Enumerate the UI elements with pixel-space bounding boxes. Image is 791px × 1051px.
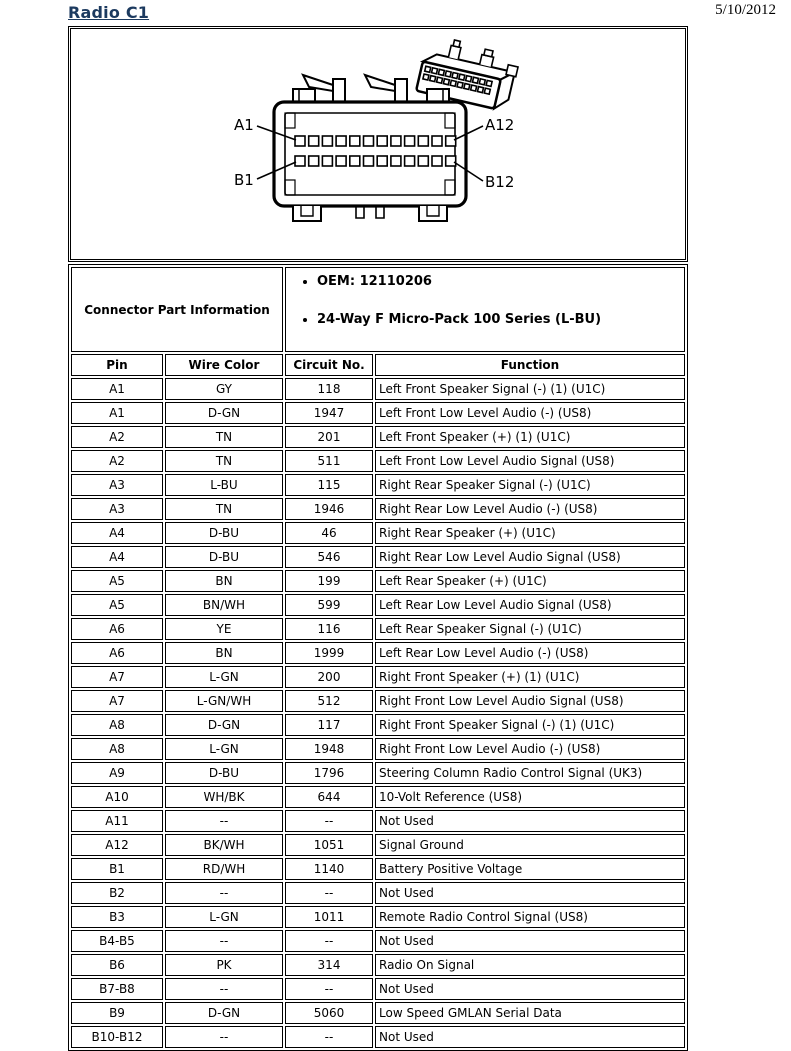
- pin-cell: A4: [71, 546, 163, 568]
- function-cell: Left Front Low Level Audio Signal (US8): [375, 450, 685, 472]
- pin-cell: A8: [71, 738, 163, 760]
- circuit-cell: 1946: [285, 498, 373, 520]
- pin-cell: A5: [71, 570, 163, 592]
- pin-cell: A8: [71, 714, 163, 736]
- function-cell: Not Used: [375, 810, 685, 832]
- wire-color-cell: TN: [165, 450, 283, 472]
- pin-cell: B7-B8: [71, 978, 163, 1000]
- circuit-cell: 644: [285, 786, 373, 808]
- pin-label-a1: A1: [234, 116, 254, 134]
- pin-cell: A12: [71, 834, 163, 856]
- circuit-cell: 599: [285, 594, 373, 616]
- circuit-cell: --: [285, 978, 373, 1000]
- page-title: Radio C1: [68, 3, 150, 22]
- latch-tabs-front: [303, 75, 407, 102]
- part-info-series: • 24-Way F Micro-Pack 100 Series (L-BU): [317, 312, 681, 328]
- function-cell: Right Front Low Level Audio Signal (US8): [375, 690, 685, 712]
- page-header: [68, 0, 776, 26]
- table-row: [71, 714, 685, 736]
- pin-cell: A1: [71, 402, 163, 424]
- connector-drawing: [71, 29, 685, 259]
- pin-cell: A9: [71, 762, 163, 784]
- function-cell: Right Rear Low Level Audio (-) (US8): [375, 498, 685, 520]
- circuit-cell: 512: [285, 690, 373, 712]
- circuit-cell: 115: [285, 474, 373, 496]
- circuit-cell: --: [285, 810, 373, 832]
- table-row: [71, 666, 685, 688]
- pin-cell: B9: [71, 1002, 163, 1024]
- circuit-cell: 116: [285, 618, 373, 640]
- wire-color-cell: --: [165, 1026, 283, 1048]
- circuit-cell: 201: [285, 426, 373, 448]
- table-row: [71, 1002, 685, 1024]
- table-row: [71, 378, 685, 400]
- page-date: 5/10/2012: [715, 2, 776, 18]
- table-row: [71, 426, 685, 448]
- pin-cell: B4-B5: [71, 930, 163, 952]
- function-cell: Signal Ground: [375, 834, 685, 856]
- function-cell: Right Rear Low Level Audio Signal (US8): [375, 546, 685, 568]
- wire-color-cell: BN/WH: [165, 594, 283, 616]
- pin-cell: A7: [71, 666, 163, 688]
- circuit-cell: 118: [285, 378, 373, 400]
- document-page: [68, 0, 776, 1051]
- pin-label-a12: A12: [485, 116, 515, 134]
- col-header-function: Function: [375, 354, 685, 376]
- pin-cell: A3: [71, 498, 163, 520]
- table-row: [71, 810, 685, 832]
- function-cell: Not Used: [375, 1026, 685, 1048]
- wire-color-cell: D-GN: [165, 1002, 283, 1024]
- wire-color-cell: RD/WH: [165, 858, 283, 880]
- table-row: [71, 474, 685, 496]
- wire-color-cell: --: [165, 978, 283, 1000]
- function-cell: Right Front Speaker Signal (-) (1) (U1C): [375, 714, 685, 736]
- part-info-row: [71, 267, 685, 352]
- circuit-cell: 117: [285, 714, 373, 736]
- table-row: [71, 858, 685, 880]
- pin-cell: A7: [71, 690, 163, 712]
- pin-cell: A5: [71, 594, 163, 616]
- function-cell: Left Rear Low Level Audio Signal (US8): [375, 594, 685, 616]
- pin-cell: A11: [71, 810, 163, 832]
- circuit-cell: 200: [285, 666, 373, 688]
- wire-color-cell: TN: [165, 498, 283, 520]
- wire-color-cell: WH/BK: [165, 786, 283, 808]
- wire-color-cell: YE: [165, 618, 283, 640]
- table-row: [71, 570, 685, 592]
- col-header-circuit: Circuit No.: [285, 354, 373, 376]
- wire-color-cell: L-BU: [165, 474, 283, 496]
- table-row: [71, 882, 685, 904]
- pin-cell: B1: [71, 858, 163, 880]
- wire-color-cell: D-BU: [165, 762, 283, 784]
- header-row: [71, 354, 685, 376]
- pin-cell: A6: [71, 618, 163, 640]
- table-row: [71, 690, 685, 712]
- pin-cell: A4: [71, 522, 163, 544]
- wire-color-cell: L-GN/WH: [165, 690, 283, 712]
- part-info-oem: • OEM: 12110206: [317, 274, 681, 290]
- pin-cell: B10-B12: [71, 1026, 163, 1048]
- table-row: [71, 834, 685, 856]
- circuit-cell: --: [285, 1026, 373, 1048]
- wire-color-cell: PK: [165, 954, 283, 976]
- wire-color-cell: BN: [165, 570, 283, 592]
- pinout-table: [68, 264, 688, 1051]
- table-row: [71, 786, 685, 808]
- function-cell: Not Used: [375, 882, 685, 904]
- table-row: [71, 954, 685, 976]
- table-row: [71, 978, 685, 1000]
- circuit-cell: 5060: [285, 1002, 373, 1024]
- function-cell: Remote Radio Control Signal (US8): [375, 906, 685, 928]
- circuit-cell: 511: [285, 450, 373, 472]
- wire-color-cell: GY: [165, 378, 283, 400]
- circuit-cell: 1796: [285, 762, 373, 784]
- circuit-cell: 46: [285, 522, 373, 544]
- wire-color-cell: --: [165, 882, 283, 904]
- wire-color-cell: L-GN: [165, 666, 283, 688]
- circuit-cell: 546: [285, 546, 373, 568]
- function-cell: Right Rear Speaker (+) (U1C): [375, 522, 685, 544]
- table-row: [71, 906, 685, 928]
- pin-cell: A2: [71, 426, 163, 448]
- wire-color-cell: D-GN: [165, 402, 283, 424]
- wire-color-cell: D-BU: [165, 522, 283, 544]
- table-row: [71, 618, 685, 640]
- table-row: [71, 498, 685, 520]
- function-cell: Left Front Speaker (+) (1) (U1C): [375, 426, 685, 448]
- function-cell: Left Front Low Level Audio (-) (US8): [375, 402, 685, 424]
- part-info-bullet-list: [317, 274, 681, 328]
- function-cell: Right Rear Speaker Signal (-) (U1C): [375, 474, 685, 496]
- function-cell: Not Used: [375, 978, 685, 1000]
- wire-color-cell: BK/WH: [165, 834, 283, 856]
- wire-color-cell: --: [165, 930, 283, 952]
- function-cell: Left Rear Speaker (+) (U1C): [375, 570, 685, 592]
- wire-color-cell: D-GN: [165, 714, 283, 736]
- table-row: [71, 930, 685, 952]
- pin-cell: B2: [71, 882, 163, 904]
- pin-cell: A1: [71, 378, 163, 400]
- pin-cell: A6: [71, 642, 163, 664]
- table-row: [71, 402, 685, 424]
- function-cell: Radio On Signal: [375, 954, 685, 976]
- circuit-cell: 1999: [285, 642, 373, 664]
- function-cell: Not Used: [375, 930, 685, 952]
- circuit-cell: 199: [285, 570, 373, 592]
- circuit-cell: --: [285, 882, 373, 904]
- connector-figure: [68, 26, 688, 262]
- function-cell: Left Front Speaker Signal (-) (1) (U1C): [375, 378, 685, 400]
- table-row: [71, 522, 685, 544]
- function-cell: Left Rear Low Level Audio (-) (US8): [375, 642, 685, 664]
- col-header-pin: Pin: [71, 354, 163, 376]
- col-header-color: Wire Color: [165, 354, 283, 376]
- wire-color-cell: L-GN: [165, 906, 283, 928]
- function-cell: Low Speed GMLAN Serial Data: [375, 1002, 685, 1024]
- table-row: [71, 546, 685, 568]
- table-row: [71, 450, 685, 472]
- wire-color-cell: L-GN: [165, 738, 283, 760]
- wire-color-cell: --: [165, 810, 283, 832]
- pin-cell: A2: [71, 450, 163, 472]
- function-cell: Left Rear Speaker Signal (-) (U1C): [375, 618, 685, 640]
- function-cell: Battery Positive Voltage: [375, 858, 685, 880]
- circuit-cell: 1947: [285, 402, 373, 424]
- circuit-cell: 1011: [285, 906, 373, 928]
- wire-color-cell: BN: [165, 642, 283, 664]
- table-row: [71, 594, 685, 616]
- circuit-cell: --: [285, 930, 373, 952]
- function-cell: Steering Column Radio Control Signal (UK3): [375, 762, 685, 784]
- pinout-body: [71, 267, 685, 1048]
- bottom-notches: [293, 206, 447, 221]
- part-info-details: [285, 267, 685, 352]
- table-row: [71, 738, 685, 760]
- pin-label-b1: B1: [234, 171, 254, 189]
- table-row: [71, 642, 685, 664]
- part-info-label: Connector Part Information: [71, 267, 283, 352]
- table-row: [71, 1026, 685, 1048]
- wire-color-cell: TN: [165, 426, 283, 448]
- pin-label-b12: B12: [485, 173, 515, 191]
- table-row: [71, 762, 685, 784]
- circuit-cell: 1051: [285, 834, 373, 856]
- function-cell: Right Front Low Level Audio (-) (US8): [375, 738, 685, 760]
- pin-cell: B6: [71, 954, 163, 976]
- circuit-cell: 1948: [285, 738, 373, 760]
- pin-cell: A3: [71, 474, 163, 496]
- pin-cell: A10: [71, 786, 163, 808]
- function-cell: 10-Volt Reference (US8): [375, 786, 685, 808]
- wire-color-cell: D-BU: [165, 546, 283, 568]
- circuit-cell: 314: [285, 954, 373, 976]
- circuit-cell: 1140: [285, 858, 373, 880]
- pin-cell: B3: [71, 906, 163, 928]
- function-cell: Right Front Speaker (+) (1) (U1C): [375, 666, 685, 688]
